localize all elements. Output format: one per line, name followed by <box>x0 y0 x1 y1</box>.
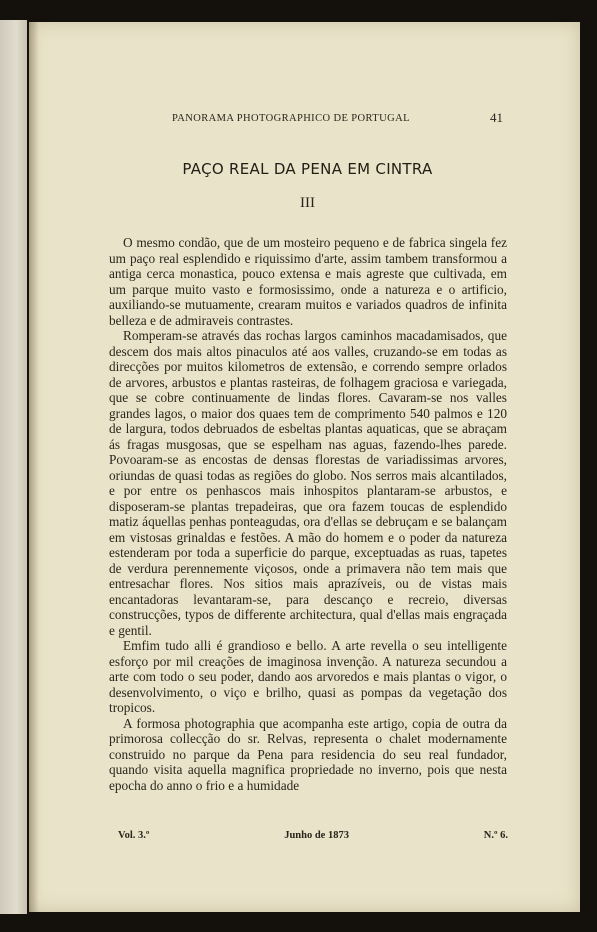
footer-date: Junho de 1873 <box>284 830 349 841</box>
page-footer <box>118 830 508 841</box>
paragraph: Romperam-se através das rochas largos caminhos macadamisados, que descem dos mais altos pinaculos até aos valles, cruzando-se em todas as direcções por muitos kilometros de extensão, e correndo sempre orlados de arvores, arbustos e plantas rasteiras, de folhagem graciosa e variegada, que se cobre continuamente de lindas flores. Cavaram-se nos valles grandes lagos, o maior dos quaes tem de comprimento 540 palmos e 120 de largura, todos debruados de esbeltas plantas aquaticas, que se abraçam ás fragas musgosas, que se espelham nas aguas, fazendo-lhes parede. Povoaram-se as encostas de densas florestas de variadissimas arvores, oriundas de quasi todas as regiões do globo. Nos serros mais alcantilados, e por entre os penhascos mais inhospitos plantaram-se arbustos, e disposeram-se plantas trepadeiras, que ora fazem toucas de esplendido matiz áquellas penhas ponteagudas, ora d'ellas se debruçam e se balançam em vistosas grinaldas e festões. A mão do homem e o poder da natureza estenderam por toda a superficie do parque, exceptuadas as ruas, tapetes de verdura perennemente viçosos, onde a primavera não tem mais que entresachar flores. Nos sitios mais aprazíveis, ou de vistas mais encantadoras levantaram-se, para descanço e recreio, diversas construcções, typos de differente architectura, qual d'ellas mais engraçada e gentil. <box>109 328 507 638</box>
paragraph: O mesmo condão, que de um mosteiro pequeno e de fabrica singela fez um paço real esplendido e riquissimo d'arte, assim tambem transformou a antiga cerca monastica, pouco extensa e mais agreste que cultivada, em um parque muito vasto e formosissimo, onde a natureza e o artificio, auxiliando-se mutuamente, crearam muitos e variados quadros de infinita belleza e de admiraveis contrastes. <box>109 235 507 328</box>
footer-issue-number: N.º 6. <box>483 830 508 841</box>
article-title: PAÇO REAL DA PENA EM CINTRA <box>182 160 433 178</box>
page-gutter-shadow <box>29 22 39 912</box>
footer-volume: Vol. 3.º <box>118 830 150 841</box>
paragraph: A formosa photographia que acompanha este artigo, copia de outra da primorosa collecção do sr. Relvas, representa o chalet modernamente construido no parque da Pena para residencia do seu real fundador, quando visita aquella magnifica propriedade no inverno, pois que nesta epocha do anno o frio e a humidade <box>109 715 507 793</box>
article-body <box>109 235 507 793</box>
running-head: PANORAMA PHOTOGRAPHICO DE PORTUGAL <box>172 113 410 124</box>
page-number: 41 <box>490 110 503 125</box>
section-number: III <box>300 195 315 211</box>
paragraph: Emfim tudo alli é grandioso e bello. A arte revella o seu intelligente esforço por mil creações de imaginosa invenção. A natureza secundou a arte com todo o seu poder, dando aos arvoredos e mais plantas o vigor, o desenvolvimento, o viço e brilho, quasi as pompas da vegetação dos tropicos. <box>109 638 507 715</box>
facing-page-edge <box>0 20 27 914</box>
